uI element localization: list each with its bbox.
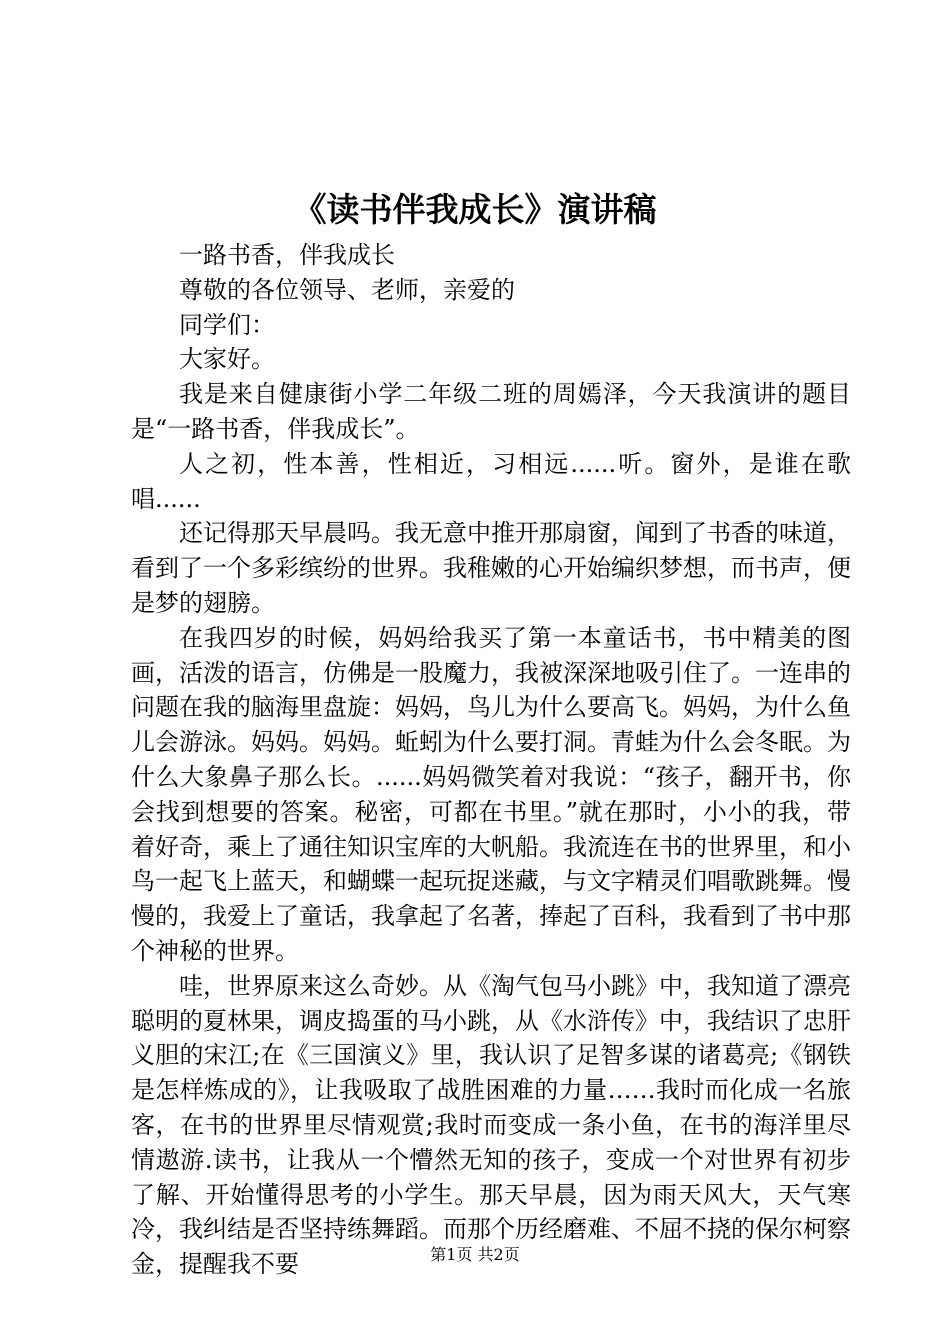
- paragraph-greeting: 大家好。: [179, 345, 275, 374]
- paragraph-morning: 还记得那天早晨吗。我无意中推开那扇窗，闻到了书香的味道，看到了一个多彩缤纷的世界。我稚嫩的心开始编织梦想，而书声，便是梦的翅膀。: [131, 519, 851, 617]
- page-footer: 第1页 共2页: [430, 1245, 520, 1264]
- document-title: 《读书伴我成长》演讲稿: [293, 190, 657, 229]
- document-body: [131, 238, 851, 1282]
- paragraph-world: 哇，世界原来这么奇妙。从《淘气包马小跳》中，我知道了漂亮聪明的夏林果，调皮捣蛋的马小跳，从《水浒传》中，我结识了忠肝义胆的宋江;在《三国演义》里，我认识了足智多谋的诸葛亮;《钢铁是怎样炼成的》，让我吸取了战胜困难的力量……我时而化成一名旅客，在书的世界里尽情观赏;我时而变成一条小鱼，在书的海洋里尽情遨游.读书，让我从一个懵然无知的孩子，变成一个对世界有初步了解、开始懂得思考的小学生。那天早晨，因为雨天风大，天气寒冷，我纠结是否坚持练舞蹈。而那个历经磨难、不屈不挠的保尔柯察金，提醒我不要: [131, 971, 851, 1279]
- paragraph-intro: 我是来自健康街小学二年级二班的周嫣泽，今天我演讲的题目是“一路书香，伴我成长”。: [131, 380, 851, 443]
- paragraph-salutation-cont: 同学们：: [179, 310, 275, 339]
- paragraph-subtitle: 一路书香，伴我成长: [179, 241, 395, 269]
- paragraph-salutation: 尊敬的各位领导、老师，亲爱的: [179, 275, 515, 304]
- paragraph-quote: 人之初，性本善，性相近，习相远......听。窗外，是谁在歌唱......: [131, 449, 851, 513]
- paragraph-childhood: 在我四岁的时候，妈妈给我买了第一本童话书，书中精美的图画，活泼的语言，仿佛是一股魔力，我被深深地吸引住了。一连串的问题在我的脑海里盘旋：妈妈，鸟儿为什么要高飞。妈妈，为什么鱼儿会游泳。妈妈。妈妈。蚯蚓为什么要打洞。青蛙为什么会冬眠。为什么大象鼻子那么长。......妈妈微笑着对我说：“孩子，翻开书，你会找到想要的答案。秘密，可都在书里。”就在那时，小小的我，带着好奇，乘上了通往知识宝库的大帆船。我流连在书的世界里，和小鸟一起飞上蓝天，和蝴蝶一起玩捉迷藏，与文字精灵们唱歌跳舞。慢慢的，我爱上了童话，我拿起了名著，捧起了百科，我看到了书中那个神秘的世界。: [131, 623, 851, 965]
